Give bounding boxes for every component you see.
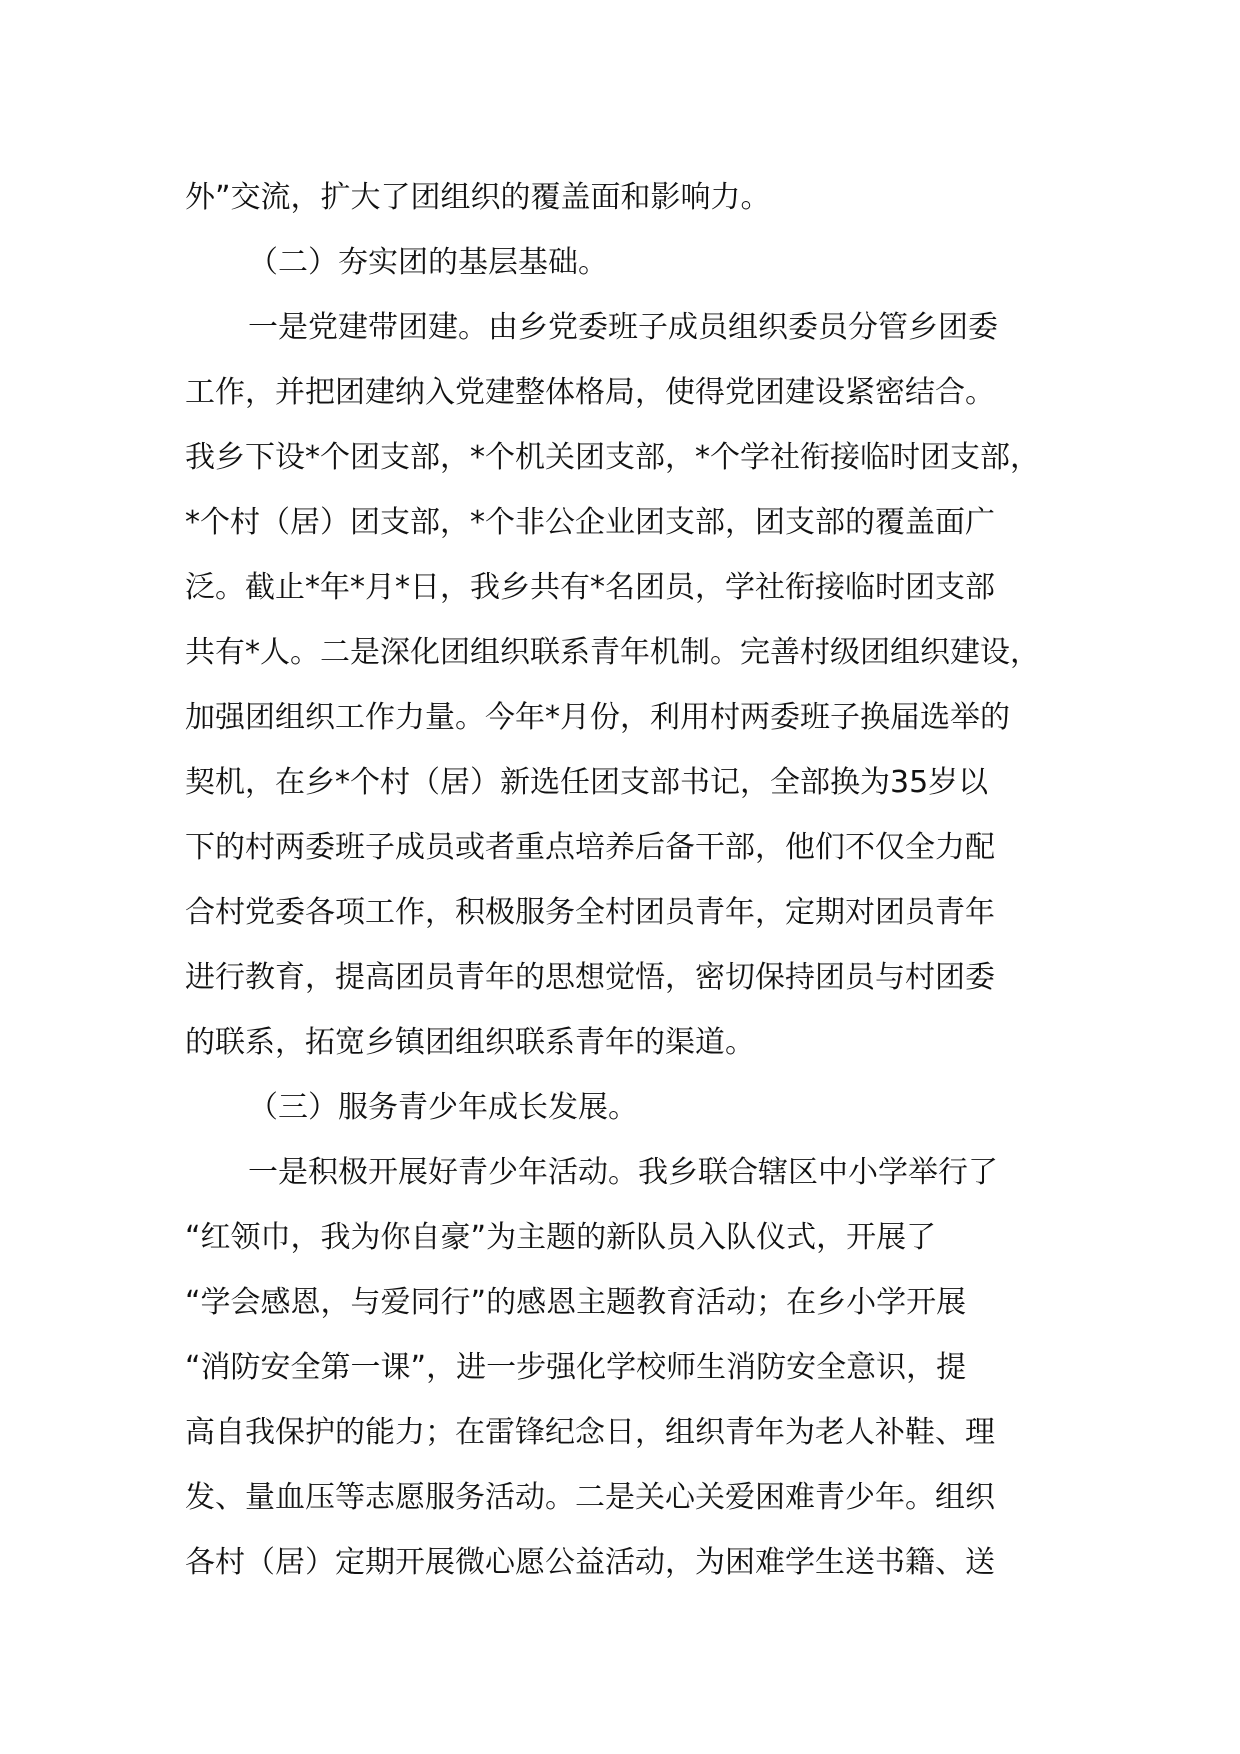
- text-line: （三）服务青少年成长发展。: [248, 1090, 638, 1125]
- document-body: [185, 165, 1080, 1595]
- text-line: 一是积极开展好青少年活动。我乡联合辖区中小学举行了: [248, 1155, 998, 1190]
- text-line: 的联系，拓宽乡镇团组织联系青年的渠道。: [185, 1025, 755, 1060]
- text-line: *个村（居）团支部，*个非公企业团支部，团支部的覆盖面广: [185, 505, 995, 540]
- text-line: 高自我保护的能力；在雷锋纪念日，组织青年为老人补鞋、理: [185, 1415, 995, 1450]
- text-line: 加强团组织工作力量。今年*月份，利用村两委班子换届选举的: [185, 700, 1010, 735]
- text-line: 共有*人。二是深化团组织联系青年机制。完善村级团组织建设，: [185, 635, 1040, 670]
- text-line: 发、量血压等志愿服务活动。二是关心关爱困难青少年。组织: [185, 1480, 995, 1515]
- text-line: “消防安全第一课”，进一步强化学校师生消防安全意识，提: [185, 1350, 967, 1385]
- text-line: 外”交流，扩大了团组织的覆盖面和影响力。: [185, 180, 771, 215]
- text-line: 进行教育，提高团员青年的思想觉悟，密切保持团员与村团委: [185, 960, 995, 995]
- text-line: 各村（居）定期开展微心愿公益活动，为困难学生送书籍、送: [185, 1545, 995, 1580]
- text-line: 下的村两委班子成员或者重点培养后备干部，他们不仅全力配: [185, 830, 995, 865]
- text-line: “红领巾，我为你自豪”为主题的新队员入队仪式，开展了: [185, 1220, 937, 1255]
- text-line: 泛。截止*年*月*日，我乡共有*名团员，学社衔接临时团支部: [185, 570, 995, 605]
- text-line: 工作，并把团建纳入党建整体格局，使得党团建设紧密结合。: [185, 375, 995, 410]
- text-line: 我乡下设*个团支部，*个机关团支部，*个学社衔接临时团支部，: [185, 440, 1040, 475]
- text-line: “学会感恩，与爱同行”的感恩主题教育活动；在乡小学开展: [185, 1285, 967, 1320]
- text-line: 契机，在乡*个村（居）新选任团支部书记，全部换为35岁以: [185, 765, 989, 800]
- text-line: （二）夯实团的基层基础。: [248, 245, 608, 280]
- text-line: 合村党委各项工作，积极服务全村团员青年，定期对团员青年: [185, 895, 995, 930]
- text-line: 一是党建带团建。由乡党委班子成员组织委员分管乡团委: [248, 310, 998, 345]
